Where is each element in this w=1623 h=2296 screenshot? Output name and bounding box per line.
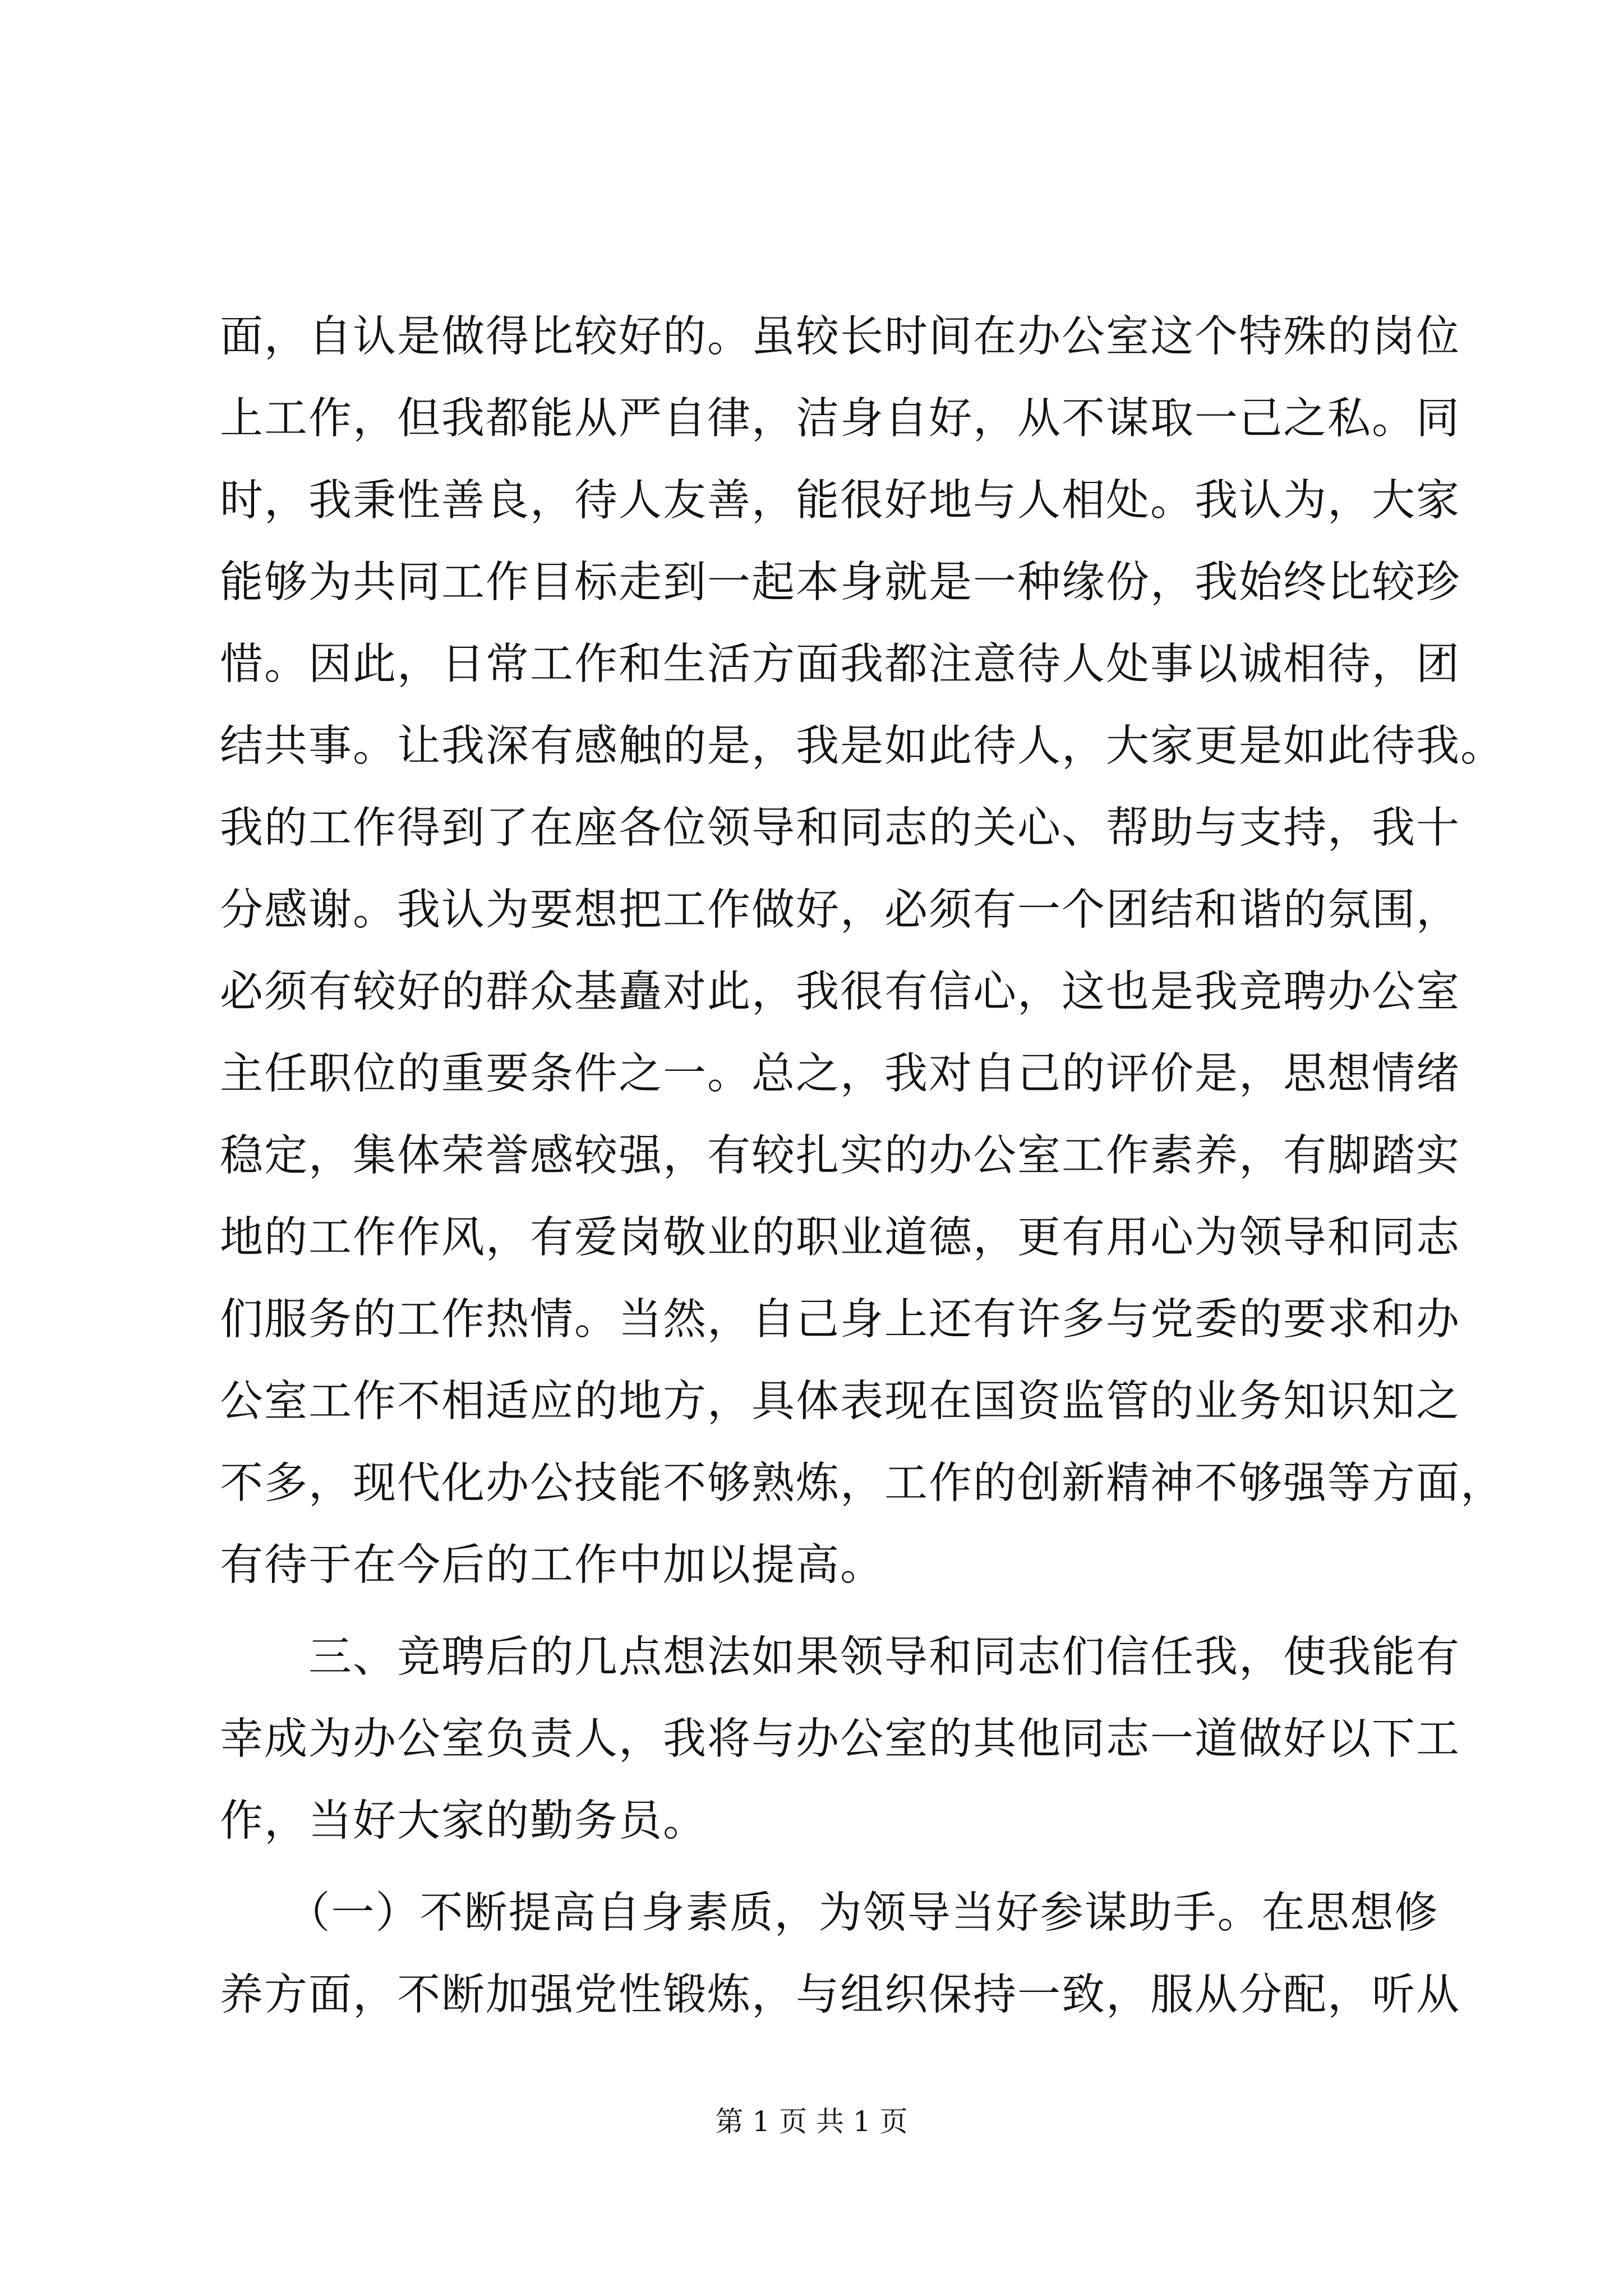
- text-line: 惜。因此，日常工作和生活方面我都注意待人处事以诚相待，团: [220, 639, 1460, 689]
- paragraph-spacer: [220, 1862, 1409, 1872]
- text-line: 们服务的工作热情。当然，自己身上还有许多与党委的要求和办: [220, 1295, 1460, 1345]
- page-footer: [0, 2105, 1623, 2138]
- text-line: 地的工作作风，有爱岗敬业的职业道德，更有用心为领导和同志: [220, 1213, 1460, 1263]
- text-line: 主任职位的重要条件之一。总之，我对自己的评价是，思想情绪: [220, 1049, 1460, 1099]
- page-number-label: 第 1 页 共 1 页: [715, 2105, 908, 2138]
- text-line: 能够为共同工作目标走到一起本身就是一种缘份，我始终比较珍: [220, 558, 1460, 608]
- text-line: 养方面，不断加强党性锻炼，与组织保持一致，服从分配，听从: [220, 1970, 1460, 2020]
- text-line: 分感谢。我认为要想把工作做好，必须有一个团结和谐的氛围，: [220, 885, 1460, 935]
- text-line: 必须有较好的群众基矗对此，我很有信心，这也是我竞聘办公室: [220, 967, 1460, 1017]
- text-line: 稳定，集体荣誉感较强，有较扎实的办公室工作素养，有脚踏实: [220, 1131, 1460, 1181]
- paragraph-spacer: [220, 1607, 1409, 1617]
- text-line: 三、竞聘后的几点想法如果领导和同志们信任我，使我能有: [220, 1632, 1460, 1682]
- document-body: [220, 296, 1505, 2036]
- text-line: （一）不断提高自身素质，为领导当好参谋助手。在思想修: [220, 1888, 1439, 1938]
- text-line: 公室工作不相适应的地方，具体表现在国资监管的业务知识知之: [220, 1377, 1460, 1427]
- text-line: 有待于在今后的工作中加以提高。: [220, 1540, 884, 1590]
- paragraph-2: [220, 1617, 1460, 1862]
- text-line: 结共事。让我深有感触的是，我是如此待人，大家更是如此待我。: [220, 721, 1505, 771]
- text-line: 不多，现代化办公技能不够熟炼，工作的创新精神不够强等方面，: [220, 1458, 1505, 1508]
- text-line: 我的工作得到了在座各位领导和同志的关心、帮助与支持，我十: [220, 803, 1460, 853]
- paragraph-1: [220, 296, 1505, 1607]
- text-line: 幸成为办公室负责人，我将与办公室的其他同志一道做好以下工: [220, 1714, 1460, 1764]
- text-line: 面，自认是做得比较好的。虽较长时间在办公室这个特殊的岗位: [220, 312, 1460, 362]
- paragraph-3: [220, 1872, 1460, 2036]
- text-line: 上工作，但我都能从严自律，洁身自好，从不谋取一己之私。同: [220, 394, 1460, 444]
- text-line: 作，当好大家的勤务员。: [220, 1796, 707, 1846]
- text-line: 时，我秉性善良，待人友善，能很好地与人相处。我认为，大家: [220, 476, 1460, 526]
